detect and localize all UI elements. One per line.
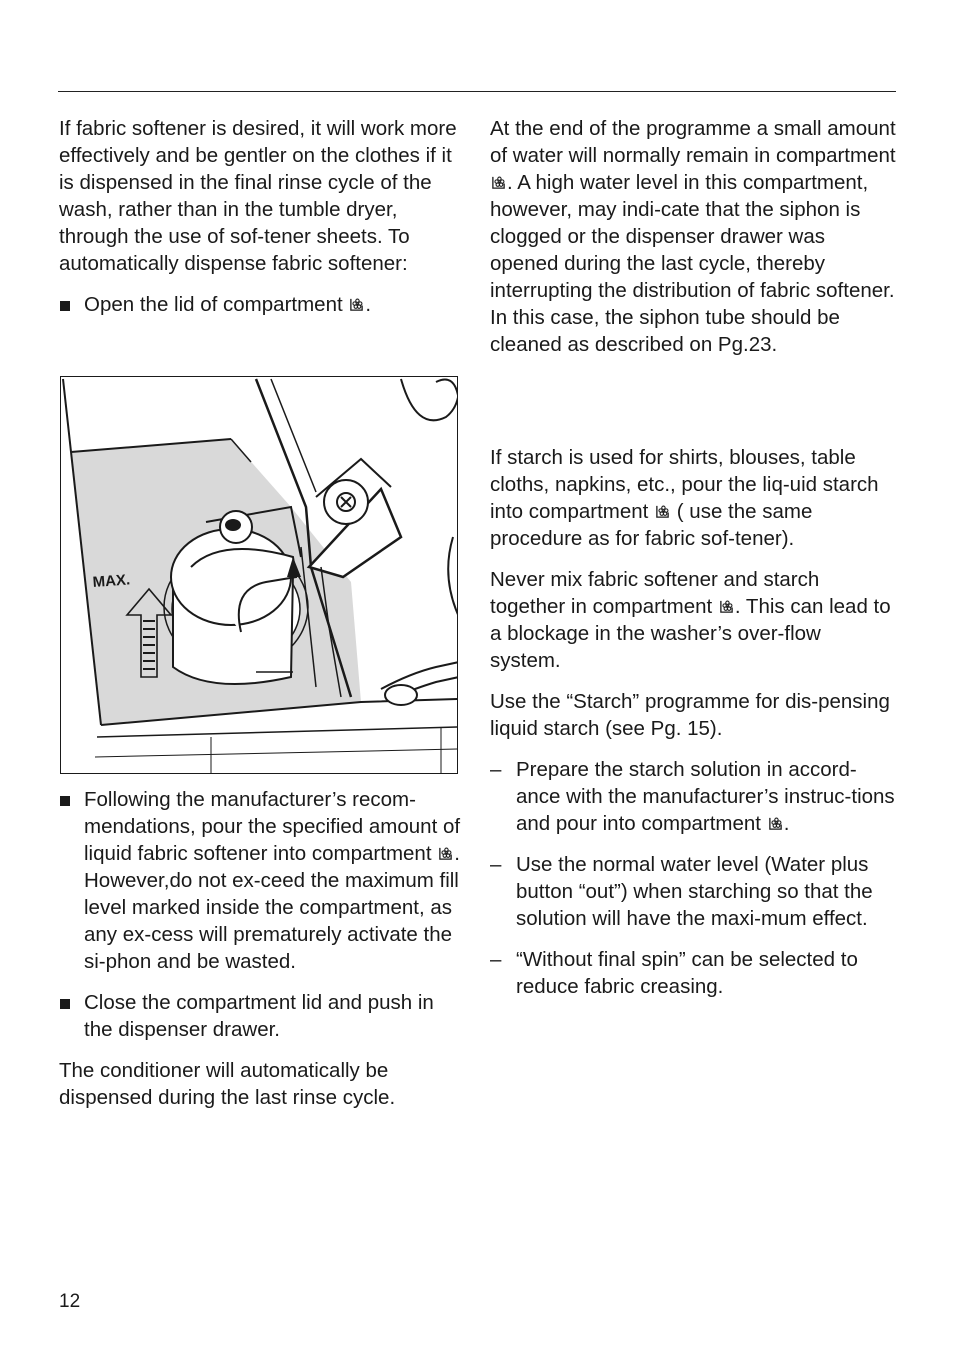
dash-marker: – — [490, 853, 502, 876]
outro-paragraph: The conditioner will automatically be dispensed during the last rinse cycle. — [59, 1059, 396, 1109]
residual-water-text-a: At the end of the programme a small amount of water will normally remain in compartment — [490, 117, 896, 167]
bullet-close-lid-text: Close the compartment lid and push in the dispenser drawer. — [84, 991, 434, 1041]
fabric-softener-compartment-icon — [768, 816, 783, 831]
left-column — [59, 115, 463, 332]
bullet-pour-softener-text-a: Following the manufacturer’s recom-mendations, pour the specified amount of liquid fabric softener into compartment — [84, 788, 461, 865]
fabric-softener-compartment-icon — [438, 846, 453, 861]
fabric-softener-compartment-icon — [491, 175, 506, 190]
max-fill-label: MAX. — [92, 571, 131, 591]
bullet-open-lid-text: Open the lid of compartment — [84, 293, 343, 316]
starch-programme-paragraph: Use the “Starch” programme for dis-pensing liquid starch (see Pg. 15). — [490, 690, 890, 740]
header-rule — [58, 91, 896, 92]
dash-marker: – — [490, 758, 502, 781]
dash-item-final-spin — [490, 946, 896, 1000]
fabric-softener-compartment-icon — [719, 599, 734, 614]
bullet-open-lid: Open the lid of compartment . — [59, 291, 463, 318]
section-gap — [490, 372, 896, 444]
dispenser-drawer-illustration — [60, 376, 458, 774]
dash-item-prepare-text-b: . — [783, 812, 790, 835]
fabric-softener-compartment-icon — [655, 504, 670, 519]
residual-water-text-b: . A high water level in this compartment, however, may indi-cate that the siphon is clogged or the dispenser drawer was opened during the last cycle, thereby interrupting the distribution of fabric softener. In this case, the siphon tube should be cleaned as described on Pg.23. — [490, 171, 895, 356]
dash-item-prepare — [490, 756, 896, 837]
dash-marker: – — [490, 948, 502, 971]
bullet-close-lid — [59, 989, 463, 1043]
residual-water-paragraph — [490, 115, 896, 358]
dispenser-drawing — [61, 377, 458, 774]
dash-item-water-level — [490, 851, 896, 932]
bullet-square-icon — [60, 796, 70, 806]
bullet-pour-softener-text-b: . However,do not ex-ceed the maximum fill level marked inside the compartment, as any ex-cess will prematurely activate the si-phon and be wasted. — [84, 842, 460, 973]
starch-intro-text-b: ( use the same procedure as for fabric sof-tener). — [490, 500, 813, 550]
dash-item-water-level-text: Use the normal water level (Water plus button “out”) when starching so that the solution will have the maxi-mum effect. — [516, 853, 873, 930]
intro-paragraph: If fabric softener is desired, it will work more effectively and be gentler on the clothes if it is dispensed in the final rinse cycle of the wash, rather than in the tumble dryer, through the use of sof-tener sheets. To automatically dispense fabric softener: — [59, 117, 457, 275]
right-column — [490, 115, 896, 1014]
page-number: 12 — [59, 1291, 81, 1312]
never-mix-paragraph — [490, 566, 896, 674]
never-mix-text-a: Never mix fabric softener and starch together in compartment — [490, 568, 820, 618]
dash-item-final-spin-text: “Without final spin” can be selected to reduce fabric creasing. — [516, 948, 858, 998]
dash-item-prepare-text-a: Prepare the starch solution in accord-ance with the manufacturer’s instruc-tions and pour into compartment — [516, 758, 895, 835]
starch-intro-text-a: If starch is used for shirts, blouses, table cloths, napkins, etc., pour the liq-uid starch into compartment — [490, 446, 879, 523]
bullet-square-icon — [60, 301, 70, 311]
fabric-softener-compartment-icon — [349, 297, 364, 312]
never-mix-text-b: . This can lead to a blockage in the washer’s over-flow system. — [490, 595, 891, 672]
bullet-pour-softener — [59, 786, 463, 975]
starch-intro-paragraph — [490, 444, 896, 552]
bullet-square-icon — [60, 999, 70, 1009]
left-column-lower — [59, 786, 463, 1125]
